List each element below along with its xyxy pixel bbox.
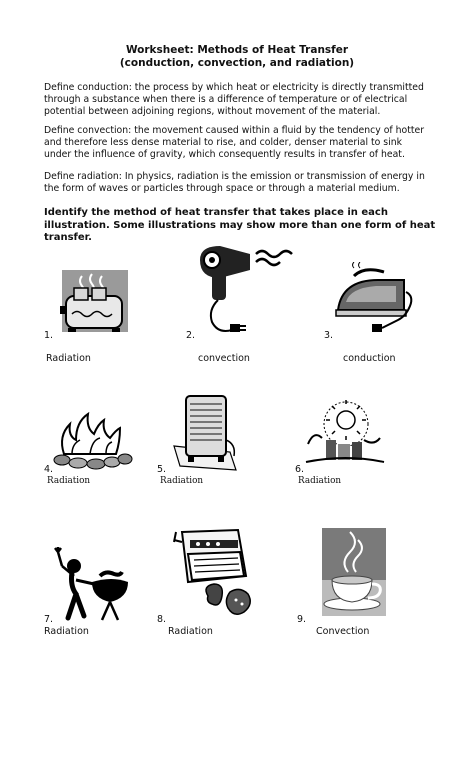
campfire-icon	[50, 410, 134, 470]
answer-label: Radiation	[298, 476, 342, 486]
answer-label: Radiation	[44, 626, 89, 637]
barbecue-icon	[52, 542, 132, 624]
answer-label: Radiation	[160, 476, 204, 486]
item-number: 7.	[44, 614, 54, 625]
answer-label: Radiation	[47, 476, 91, 486]
definition-radiation: Define radiation: In physics, radiation is the emission or transmission of energy in the form of waves or particles through space or through a material medium.	[44, 171, 425, 194]
oven-icon	[172, 526, 256, 624]
answer-label: convection	[198, 353, 250, 364]
instructions: Identify the method of heat transfer that takes place in each illustration. Some illustrations may show more than one form of heat transfer.	[44, 207, 436, 243]
item-number: 8.	[157, 614, 167, 625]
hair-dryer-icon	[190, 240, 300, 340]
item-number: 5.	[157, 464, 167, 475]
item-number: 6.	[295, 464, 305, 475]
iron-icon	[334, 262, 416, 334]
answer-label: conduction	[343, 353, 396, 364]
item-number: 4.	[44, 464, 54, 475]
item-number: 1.	[44, 330, 54, 341]
answer-label: Radiation	[46, 353, 91, 364]
item-number: 9.	[297, 614, 307, 625]
definition-conduction: Define conduction: the process by which heat or electricity is directly transmitted through a substance when there is a difference of temperature or of electrical potential between adjoining regions, without movement of the material.	[44, 82, 424, 117]
definition-convection: Define convection: the movement caused within a fluid by the tendency of hotter and therefore less dense material to rise, and colder, denser material to sink under the influence of gravity, which consequently results in transfer of heat.	[44, 125, 425, 160]
item-number: 3.	[324, 330, 334, 341]
sun-beach-icon	[304, 400, 386, 470]
heater-icon	[170, 390, 240, 472]
title-line-1: Worksheet: Methods of Heat Transfer	[125, 44, 349, 56]
toaster-icon	[52, 266, 134, 336]
answer-label: Convection	[316, 626, 370, 637]
title-line-2: (conduction, convection, and radiation)	[119, 57, 355, 69]
worksheet-title	[0, 44, 474, 70]
steaming-cup-icon	[322, 528, 386, 616]
item-number: 2.	[186, 330, 196, 341]
answer-label: Radiation	[168, 626, 213, 637]
